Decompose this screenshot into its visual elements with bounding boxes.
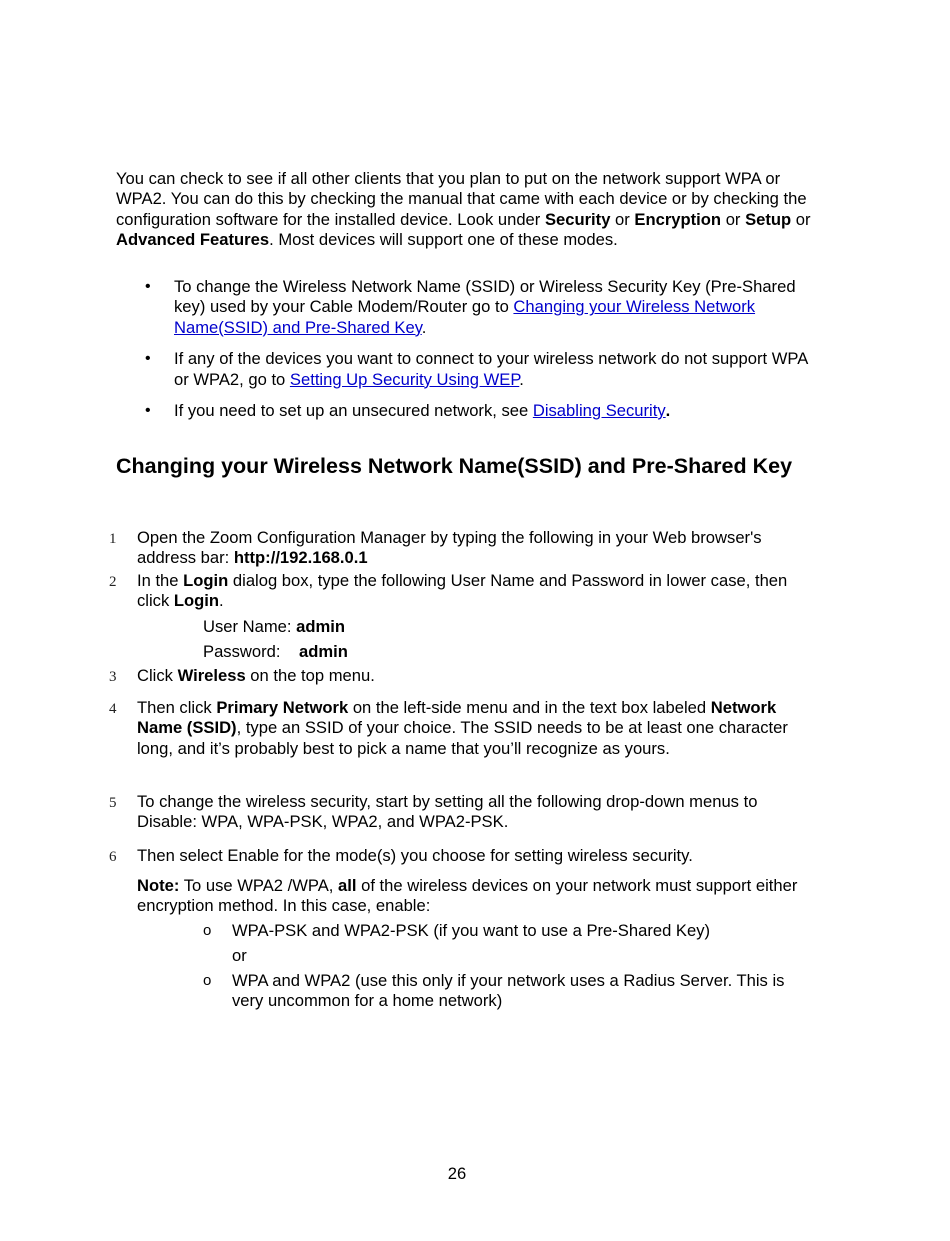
step-number: 2 [109, 574, 117, 590]
step-text: Click Wireless on the top menu. [137, 666, 375, 685]
step-text: Then click Primary Network on the left-side menu and in the text box labeled Network Name (SSID), type an SSID of your choice. The SSID needs to be at least one character long, and it’s probably best to pick a name that you’ll recognize as yours. [137, 698, 788, 758]
note-paragraph: Note: To use WPA2 /WPA, all of the wireless devices on your network must support either encryption method. In this case, enable: [137, 876, 798, 916]
bullet-list [145, 277, 815, 432]
circle-bullet-icon: o [203, 972, 212, 989]
step-number: 4 [109, 701, 117, 717]
user-name-label: User Name: [203, 617, 292, 636]
bullet-icon: • [145, 350, 151, 368]
link-disabling-security[interactable]: Disabling Security [532, 401, 666, 421]
step-number: 3 [109, 669, 117, 685]
bullet-item-unsecured: • If you need to set up an unsecured network, see Disabling Security. [145, 401, 671, 421]
page-number: 26 [447, 1164, 467, 1183]
credential-user-name [203, 617, 345, 637]
option-text: WPA and WPA2 (use this only if your network uses a Radius Server. This is very uncommon for a home network) [232, 971, 785, 1011]
step-text: Then select Enable for the mode(s) you choose for setting wireless security. [137, 846, 693, 865]
step-number: 5 [109, 795, 117, 811]
step-number: 6 [109, 849, 117, 865]
step-text: Open the Zoom Configuration Manager by typing the following in your Web browser's address bar: http://192.168.0.1 [137, 528, 762, 568]
step-text: To change the wireless security, start by setting all the following drop-down menus to Disable: WPA, WPA-PSK, WPA2, and WPA2-PSK. [137, 792, 758, 832]
password-value: admin [299, 642, 348, 661]
intro-paragraph: You can check to see if all other clients that you plan to put on the network support WPA or WPA2. You can do this by checking the manual that came with each device or by checking the configuration software for the installed device. Look under Security or Encryption or Setup or Advanced Features. Most devices will support one of these modes. [116, 169, 811, 250]
step-text: In the Login dialog box, type the following User Name and Password in lower case, then click Login. [137, 571, 788, 611]
link-setting-up-wep[interactable]: Setting Up Security Using WEP [289, 369, 520, 389]
password-label: Password: [203, 642, 281, 661]
circle-bullet-icon: o [203, 922, 212, 939]
link-changing-ssid[interactable]: Changing your Wireless Network Name(SSID) and Pre-Shared Key [174, 297, 756, 337]
step-number: 1 [109, 531, 117, 547]
bullet-item-wep: • If any of the devices you want to connect to your wireless network do not support WPA or WPA2, go to Setting Up Security Using WEP. [145, 349, 808, 389]
bullet-icon: • [145, 278, 151, 295]
user-name-value: admin [296, 617, 346, 636]
bullet-icon: • [145, 402, 151, 420]
option-text: WPA-PSK and WPA2-PSK (if you want to use a Pre-Shared Key) [232, 921, 711, 940]
credential-password [203, 642, 348, 662]
section-heading: Changing your Wireless Network Name(SSID) and Pre-Shared Key [116, 454, 793, 478]
option-or: or [232, 946, 247, 965]
bullet-item-change-ssid: • To change the Wireless Network Name (SSID) or Wireless Security Key (Pre-Shared key) used by your Cable Modem/Router go to Changing your Wireless Network Name(SSID) and Pre-Shared Key. [145, 277, 796, 337]
